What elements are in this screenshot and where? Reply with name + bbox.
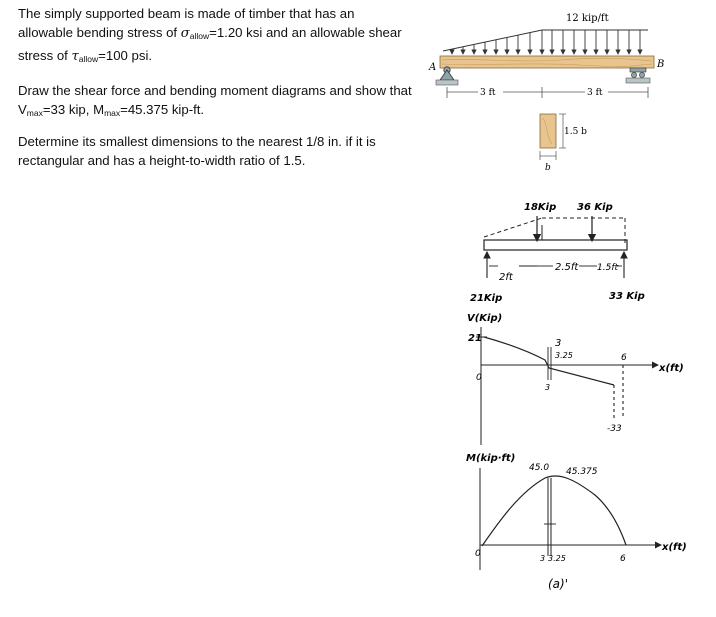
fbd-load-slope — [484, 218, 542, 237]
fbd-beam — [484, 240, 627, 250]
m-6-label: 6 — [620, 554, 626, 564]
m-45375-label: 45.375 — [566, 467, 598, 477]
dim-left-label: 3 ft — [480, 88, 496, 98]
v-x-label: x(ft) — [659, 363, 684, 374]
v-axis-label: V(Kip) — [467, 313, 503, 324]
reaction-b-label: 33 Kip — [609, 291, 645, 302]
reaction-a-label: 21Kip — [470, 293, 503, 304]
dimension-lines — [447, 87, 648, 98]
timber-beam — [440, 56, 654, 68]
m-x-label: x(ft) — [662, 542, 687, 553]
v-325-label: 3.25 — [555, 351, 573, 360]
m-curve — [482, 476, 626, 546]
problem-paragraph-2: Draw the shear force and bending moment diagrams and show that $V_{max}=33$ kip, $M_{max}=45.375$ kip-ft. — [18, 83, 412, 118]
m-325-label: 3.25 — [548, 554, 566, 563]
dim3-label: 1.5ft — [597, 263, 619, 273]
m-axis-label: M(kip·ft) — [466, 453, 516, 464]
support-b-label: B — [657, 59, 665, 70]
problem-paragraph-1: The simply supported beam is made of timber that has an allowable bending stress of $\sigma_{allow}=1.20$ ksi and an allowable shear stress of $\tau_{allow}=100$ psi. — [18, 6, 402, 64]
v-3b-label: 3 — [545, 383, 551, 392]
load1-label: 18Kip — [524, 202, 557, 213]
m-3-label: 3 — [540, 554, 546, 563]
support-a — [436, 67, 458, 85]
cross-section — [540, 114, 566, 160]
m-450-label: 45.0 — [529, 463, 550, 473]
dim1-label: 2ft — [499, 272, 513, 283]
m-0-label: 0 — [475, 549, 481, 559]
load-envelope-slope — [443, 30, 542, 51]
caption: (a)' — [548, 577, 569, 591]
beam-figure — [428, 13, 664, 173]
load-label: 12 kip/ft — [566, 13, 609, 24]
v-curve — [484, 337, 614, 385]
tau-symbol: τ — [71, 49, 79, 64]
sigma-symbol: σ — [180, 26, 190, 41]
v-0-label: 0 — [476, 373, 482, 383]
solution-sketch — [466, 202, 687, 591]
dim-right-label: 3 ft — [587, 88, 603, 98]
v-6-label: 6 — [621, 353, 627, 363]
v-neg33-label: -33 — [607, 424, 622, 434]
support-b — [626, 68, 650, 83]
v-3a-label: 3 — [555, 338, 562, 349]
load-arrows — [452, 30, 640, 54]
load2-label: 36 Kip — [577, 202, 613, 213]
v-21-label: 21 — [468, 333, 482, 344]
problem-paragraph-3: Determine its smallest dimensions to the nearest 1/8 in. if it is rectangular and has a height-to-width ratio of 1.5. — [18, 134, 376, 168]
section-width-label: b — [545, 163, 551, 173]
section-height-label: 1.5 b — [564, 127, 587, 137]
dim2-label: 2.5ft — [555, 262, 579, 273]
support-a-label: A — [429, 62, 437, 73]
